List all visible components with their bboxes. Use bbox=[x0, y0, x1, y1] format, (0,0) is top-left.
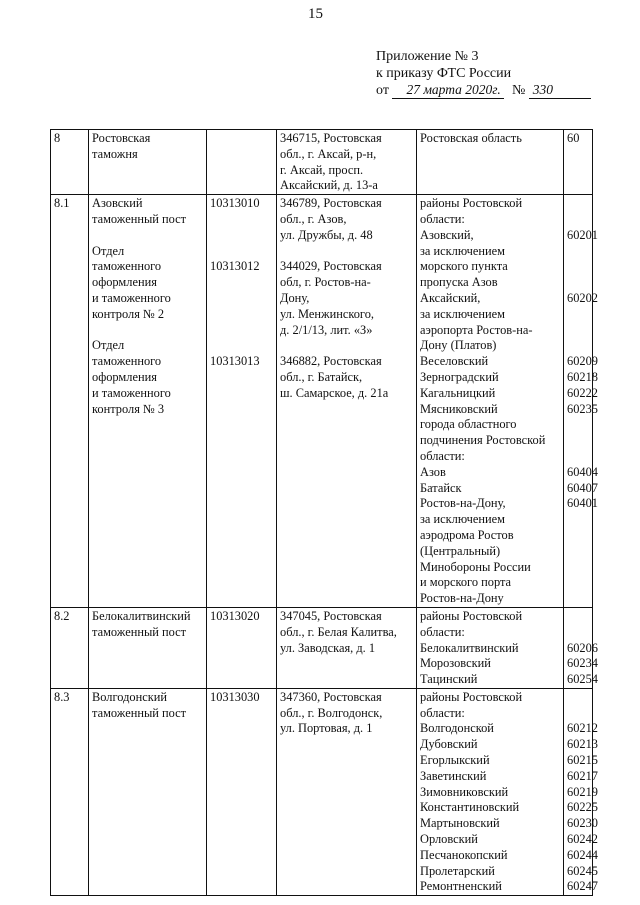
okato-line: 60242 bbox=[567, 832, 598, 847]
area-cell bbox=[417, 607, 564, 688]
area-line: Пролетарский bbox=[420, 863, 495, 878]
area-line: районы Ростовской bbox=[420, 608, 523, 623]
area-line: за исключением bbox=[420, 243, 505, 258]
name-line: оформления bbox=[92, 275, 157, 290]
area-line: Веселовский bbox=[420, 354, 489, 369]
address-line: 346882, Ростовская bbox=[280, 354, 382, 369]
okato-line: 60254 bbox=[567, 672, 598, 687]
area-line: Батайск bbox=[420, 480, 462, 495]
address-line: 347045, Ростовская bbox=[280, 608, 382, 623]
okato-line: 60 bbox=[567, 131, 580, 145]
okato-line bbox=[567, 307, 589, 323]
name-line: таможня bbox=[92, 146, 138, 161]
area-line: Белокалитвинский bbox=[420, 640, 519, 655]
okato-line: 60201 bbox=[567, 227, 598, 242]
appendix-order: к приказу ФТС России bbox=[376, 66, 512, 81]
name-line: таможенный пост bbox=[92, 211, 187, 226]
address-line: ул. Дружбы, д. 48 bbox=[280, 227, 373, 242]
area-line: Волгодонской bbox=[420, 721, 494, 736]
area-line: Мартыновский bbox=[420, 816, 500, 831]
area-line: Зерноградский bbox=[420, 369, 499, 384]
date-underline bbox=[392, 83, 504, 99]
address-line: д. 2/1/13, лит. «З» bbox=[280, 322, 373, 337]
row-number-cell bbox=[51, 195, 89, 608]
code-line bbox=[210, 307, 273, 323]
table-row bbox=[51, 607, 593, 688]
okato-cell bbox=[564, 130, 593, 195]
address-line bbox=[280, 244, 413, 260]
area-line: Азовский, bbox=[420, 227, 474, 242]
code-line bbox=[210, 212, 273, 228]
address-cell bbox=[277, 195, 417, 608]
code-line: 10313010 bbox=[210, 196, 260, 211]
area-line: Минобороны России bbox=[420, 559, 531, 574]
date-value: 27 марта 2020г. bbox=[406, 82, 501, 97]
appendix-header bbox=[376, 48, 591, 99]
okato-line: 60225 bbox=[567, 800, 598, 815]
okato-line bbox=[567, 417, 589, 433]
date-prefix: от bbox=[376, 83, 389, 98]
area-line: морского пункта bbox=[420, 259, 508, 274]
address-line: Дону, bbox=[280, 290, 310, 305]
address-line: обл., г. Белая Калитва, bbox=[280, 624, 397, 639]
okato-line: 60206 bbox=[567, 640, 598, 655]
okato-line: 60407 bbox=[567, 480, 598, 495]
area-line: (Центральный) bbox=[420, 543, 501, 558]
okato-line: 60235 bbox=[567, 401, 598, 416]
post-name-cell bbox=[89, 688, 207, 895]
area-line: Заветинский bbox=[420, 768, 487, 783]
area-line: области: bbox=[420, 705, 465, 720]
address-line: г. Аксай, просп. bbox=[280, 162, 364, 177]
okato-line: 60404 bbox=[567, 464, 598, 479]
okato-line bbox=[567, 449, 589, 465]
okato-line bbox=[567, 690, 589, 706]
row-number-cell bbox=[51, 688, 89, 895]
number-underline bbox=[529, 83, 591, 99]
code-line bbox=[210, 244, 273, 260]
address-line: 347360, Ростовская bbox=[280, 689, 382, 704]
area-line: аэродрома Ростов bbox=[420, 527, 514, 542]
row-number-cell bbox=[51, 607, 89, 688]
code-line bbox=[210, 131, 273, 147]
number-prefix: № bbox=[511, 83, 526, 98]
okato-line bbox=[567, 244, 589, 260]
post-code-cell bbox=[207, 607, 277, 688]
area-line: Дубовский bbox=[420, 737, 478, 752]
area-cell bbox=[417, 688, 564, 895]
area-line: области: bbox=[420, 448, 465, 463]
okato-line: 60217 bbox=[567, 768, 598, 783]
name-line: и таможенного bbox=[92, 290, 171, 305]
code-line bbox=[210, 275, 273, 291]
okato-cell bbox=[564, 607, 598, 688]
address-line bbox=[280, 338, 413, 354]
area-line: Аксайский, bbox=[420, 290, 481, 305]
okato-line bbox=[567, 323, 589, 339]
okato-line: 60219 bbox=[567, 784, 598, 799]
address-line: Аксайский, д. 13-а bbox=[280, 178, 378, 193]
name-line: контроля № 3 bbox=[92, 401, 165, 416]
okato-line bbox=[567, 259, 589, 275]
area-line: Егорлыкский bbox=[420, 753, 490, 768]
okato-line bbox=[567, 625, 589, 641]
address-line: обл., г. Аксай, р-н, bbox=[280, 146, 377, 161]
address-line: обл., г. Батайск, bbox=[280, 369, 363, 384]
number-value: 330 bbox=[532, 82, 554, 97]
area-line: районы Ростовской bbox=[420, 196, 523, 211]
code-line bbox=[210, 323, 273, 339]
address-cell bbox=[277, 130, 417, 195]
area-line: области: bbox=[420, 211, 465, 226]
appendix-date-line bbox=[376, 82, 591, 99]
table-row bbox=[51, 195, 593, 608]
row-number: 8 bbox=[54, 131, 61, 145]
name-line: Ростовская bbox=[92, 131, 151, 145]
okato-line: 60218 bbox=[567, 369, 598, 384]
area-line: города областного bbox=[420, 417, 517, 432]
okato-line: 60401 bbox=[567, 496, 598, 511]
name-line: контроля № 2 bbox=[92, 306, 165, 321]
post-code-cell bbox=[207, 688, 277, 895]
address-line: ул. Заводская, д. 1 bbox=[280, 640, 376, 655]
area-line: Ремонтненский bbox=[420, 879, 502, 894]
okato-cell bbox=[564, 688, 598, 895]
name-line: Отдел bbox=[92, 338, 125, 353]
area-line: Ростовская область bbox=[420, 131, 522, 145]
post-code-cell bbox=[207, 130, 277, 195]
okato-line bbox=[567, 609, 589, 625]
address-line: обл., г. Азов, bbox=[280, 211, 347, 226]
table-row bbox=[51, 688, 593, 895]
address-line: ш. Самарское, д. 21а bbox=[280, 385, 389, 400]
name-line: таможенного bbox=[92, 259, 162, 274]
table-body bbox=[51, 130, 598, 896]
okato-line: 60215 bbox=[567, 753, 598, 768]
row-number: 8.2 bbox=[54, 608, 70, 623]
area-line: Ростов-на-Дону bbox=[420, 591, 504, 606]
page-number: 15 bbox=[308, 6, 323, 22]
name-line: Волгодонский bbox=[92, 689, 168, 704]
okato-line: 60213 bbox=[567, 737, 598, 752]
area-line: области: bbox=[420, 624, 465, 639]
name-line bbox=[92, 228, 203, 244]
okato-line: 60245 bbox=[567, 863, 598, 878]
code-line: 10313030 bbox=[210, 689, 260, 704]
address-line: ул. Менжинского, bbox=[280, 306, 374, 321]
table-row bbox=[51, 130, 593, 195]
address-cell bbox=[277, 607, 417, 688]
code-line bbox=[210, 228, 273, 244]
okato-line bbox=[567, 706, 589, 722]
okato-line bbox=[567, 196, 589, 212]
address-line: ул. Портовая, д. 1 bbox=[280, 721, 373, 736]
name-line: таможенный пост bbox=[92, 624, 187, 639]
area-line: Мясниковский bbox=[420, 401, 498, 416]
area-cell bbox=[417, 195, 564, 608]
address-line: обл, г. Ростов-на- bbox=[280, 275, 371, 290]
appendix-title: Приложение № 3 bbox=[376, 49, 479, 64]
name-line: Белокалитвинский bbox=[92, 608, 191, 623]
area-line: Ростов-на-Дону, bbox=[420, 496, 506, 511]
name-line: таможенного bbox=[92, 354, 162, 369]
okato-line bbox=[567, 338, 589, 354]
okato-line: 60244 bbox=[567, 847, 598, 862]
row-number: 8.3 bbox=[54, 689, 70, 704]
area-line: за исключением bbox=[420, 306, 505, 321]
address-line: обл., г. Волгодонск, bbox=[280, 705, 383, 720]
okato-line bbox=[567, 433, 589, 449]
area-line: аэропорта Ростов-на- bbox=[420, 322, 533, 337]
area-line: Азов bbox=[420, 464, 446, 479]
okato-line: 60234 bbox=[567, 656, 598, 671]
okato-line bbox=[567, 212, 589, 228]
area-line: Зимовниковский bbox=[420, 784, 509, 799]
area-cell bbox=[417, 130, 564, 195]
post-name-cell bbox=[89, 130, 207, 195]
area-line: Дону (Платов) bbox=[420, 338, 497, 353]
row-number-cell bbox=[51, 130, 89, 195]
name-line bbox=[92, 323, 203, 339]
name-line: Отдел bbox=[92, 243, 125, 258]
name-line: таможенный пост bbox=[92, 705, 187, 720]
code-line: 10313013 bbox=[210, 354, 260, 369]
okato-line: 60202 bbox=[567, 290, 598, 305]
name-line: оформления bbox=[92, 369, 157, 384]
post-name-cell bbox=[89, 607, 207, 688]
address-line: 346789, Ростовская bbox=[280, 196, 382, 211]
code-line bbox=[210, 338, 273, 354]
area-line: Кагальницкий bbox=[420, 385, 496, 400]
area-line: Орловский bbox=[420, 832, 478, 847]
address-line: 346715, Ростовская bbox=[280, 131, 382, 145]
code-line: 10313012 bbox=[210, 259, 260, 274]
area-line: Песчанокопский bbox=[420, 847, 508, 862]
area-line: Морозовский bbox=[420, 656, 491, 671]
name-line: Азовский bbox=[92, 196, 143, 211]
code-line bbox=[210, 291, 273, 307]
post-code-cell bbox=[207, 195, 277, 608]
code-line: 10313020 bbox=[210, 608, 260, 623]
area-line: пропуска Азов bbox=[420, 275, 498, 290]
okato-line: 60209 bbox=[567, 354, 598, 369]
okato-line bbox=[567, 275, 589, 291]
area-line: подчинения Ростовской bbox=[420, 433, 546, 448]
area-line: районы Ростовской bbox=[420, 689, 523, 704]
area-line: и морского порта bbox=[420, 575, 512, 590]
area-line: Тацинский bbox=[420, 672, 478, 687]
okato-cell bbox=[564, 195, 598, 608]
area-line: за исключением bbox=[420, 512, 505, 527]
customs-table bbox=[50, 129, 598, 896]
row-number: 8.1 bbox=[54, 196, 70, 211]
address-cell bbox=[277, 688, 417, 895]
okato-line: 60212 bbox=[567, 721, 598, 736]
okato-line: 60222 bbox=[567, 385, 598, 400]
area-line: Константиновский bbox=[420, 800, 520, 815]
okato-line: 60247 bbox=[567, 879, 598, 894]
address-line: 344029, Ростовская bbox=[280, 259, 382, 274]
okato-line: 60230 bbox=[567, 816, 598, 831]
post-name-cell bbox=[89, 195, 207, 608]
name-line: и таможенного bbox=[92, 385, 171, 400]
